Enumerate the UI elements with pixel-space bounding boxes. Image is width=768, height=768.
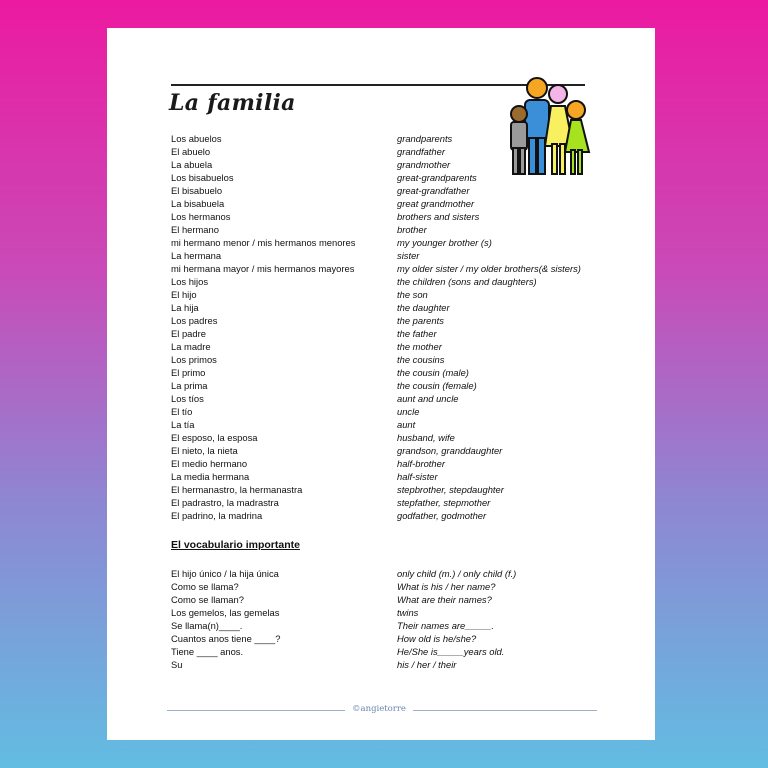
page-title: La familia (169, 90, 296, 116)
english-translation: great grandmother (397, 198, 475, 209)
vocabulary-list (171, 132, 611, 522)
vocab-row (171, 171, 611, 184)
english-translation: grandfather (397, 146, 445, 157)
spanish-term: Tiene ____ anos. (171, 646, 244, 657)
vocab-row (171, 236, 611, 249)
english-translation: my older sister / my older brothers(& sisters) (397, 263, 581, 274)
vocab-row (171, 483, 611, 496)
vocab-row (171, 418, 611, 431)
spanish-term: Como se llaman? (171, 594, 244, 605)
spanish-term: El padre (171, 328, 206, 339)
spanish-term: La media hermana (171, 471, 250, 482)
english-translation: the cousins (397, 354, 445, 365)
spanish-term: El abuelo (171, 146, 211, 157)
english-translation: grandmother (397, 159, 451, 170)
spanish-term: Los hermanos (171, 211, 231, 222)
english-translation: the mother (397, 341, 442, 352)
spanish-term: Los gemelos, las gemelas (171, 607, 280, 618)
spanish-term: El tío (171, 406, 193, 417)
spanish-term: El hijo (171, 289, 197, 300)
spanish-term: Como se llama? (171, 581, 239, 592)
vocab-row (171, 405, 611, 418)
english-translation: He/She is_____years old. (397, 646, 505, 657)
spanish-term: Su (171, 659, 183, 670)
vocab-row (171, 606, 611, 619)
vocab-row (171, 288, 611, 301)
english-translation: What are their names? (397, 594, 492, 605)
spanish-term: Los hijos (171, 276, 209, 287)
vocab-row (171, 301, 611, 314)
vocab-row (171, 470, 611, 483)
english-translation: his / her / their (397, 659, 457, 670)
vocab-row (171, 353, 611, 366)
spanish-term: El medio hermano (171, 458, 248, 469)
vocab-row (171, 145, 611, 158)
spanish-term: Los primos (171, 354, 217, 365)
footer-credit: ©angietorre (352, 704, 406, 714)
english-translation: husband, wife (397, 432, 455, 443)
vocab-row (171, 184, 611, 197)
vocab-row (171, 210, 611, 223)
spanish-term: El bisabuelo (171, 185, 223, 196)
english-translation: the father (397, 328, 437, 339)
vocab-row (171, 457, 611, 470)
english-translation: the son (397, 289, 428, 300)
vocab-row (171, 379, 611, 392)
spanish-term: mi hermana mayor / mis hermanos mayores (171, 263, 355, 274)
english-translation: brother (397, 224, 427, 235)
vocab-row (171, 645, 611, 658)
spanish-term: La hermana (171, 250, 222, 261)
spanish-term: Los padres (171, 315, 218, 326)
vocab-row (171, 314, 611, 327)
spanish-term: Los tíos (171, 393, 204, 404)
english-translation: How old is he/she? (397, 633, 477, 644)
english-translation: godfather, godmother (397, 510, 487, 521)
spanish-term: mi hermano menor / mis hermanos menores (171, 237, 356, 248)
spanish-term: El padrastro, la madrastra (171, 497, 279, 508)
vocab-row (171, 632, 611, 645)
english-translation: grandparents (397, 133, 453, 144)
spanish-term: Se llama(n)____. (171, 620, 243, 631)
vocab-row (171, 567, 611, 580)
vocab-row (171, 340, 611, 353)
important-vocabulary-list (171, 567, 611, 671)
spanish-term: Los abuelos (171, 133, 222, 144)
spanish-term: El esposo, la esposa (171, 432, 258, 443)
vocab-row (171, 275, 611, 288)
english-translation: aunt and uncle (397, 393, 459, 404)
vocab-row (171, 580, 611, 593)
spanish-term: El nieto, la nieta (171, 445, 238, 456)
english-translation: half-brother (397, 458, 445, 469)
spanish-term: La prima (171, 380, 208, 391)
english-translation: aunt (397, 419, 416, 430)
english-translation: stepfather, stepmother (397, 497, 491, 508)
english-translation: brothers and sisters (397, 211, 480, 222)
spanish-term: El primo (171, 367, 206, 378)
vocab-row (171, 132, 611, 145)
vocab-row (171, 496, 611, 509)
vocab-row (171, 593, 611, 606)
english-translation: the daughter (397, 302, 450, 313)
english-translation: only child (m.) / only child (f.) (397, 568, 517, 579)
vocab-row (171, 658, 611, 671)
vocab-row (171, 619, 611, 632)
worksheet-page (107, 28, 655, 740)
english-translation: the cousin (male) (397, 367, 469, 378)
footer-rule-right (413, 710, 597, 711)
english-translation: half-sister (397, 471, 438, 482)
vocab-row (171, 444, 611, 457)
english-translation: stepbrother, stepdaughter (397, 484, 504, 495)
spanish-term: La bisabuela (171, 198, 225, 209)
english-translation: grandson, granddaughter (397, 445, 503, 456)
vocab-row (171, 327, 611, 340)
footer-rule-left (167, 710, 345, 711)
spanish-term: El hermanastro, la hermanastra (171, 484, 303, 495)
english-translation: the children (sons and daughters) (397, 276, 537, 287)
vocab-row (171, 262, 611, 275)
vocab-row (171, 392, 611, 405)
spanish-term: El padrino, la madrina (171, 510, 263, 521)
english-translation: great-grandparents (397, 172, 477, 183)
vocab-row (171, 223, 611, 236)
english-translation: great-grandfather (397, 185, 470, 196)
spanish-term: Los bisabuelos (171, 172, 234, 183)
vocab-row (171, 431, 611, 444)
vocab-row (171, 249, 611, 262)
spanish-term: La abuela (171, 159, 213, 170)
english-translation: uncle (397, 406, 420, 417)
spanish-term: La tía (171, 419, 195, 430)
english-translation: Their names are_____. (397, 620, 494, 631)
english-translation: What is his / her name? (397, 581, 496, 592)
english-translation: the cousin (female) (397, 380, 477, 391)
spanish-term: Cuantos anos tiene ____? (171, 633, 281, 644)
english-translation: the parents (397, 315, 444, 326)
vocab-row (171, 158, 611, 171)
vocab-row (171, 509, 611, 522)
english-translation: my younger brother (s) (397, 237, 492, 248)
spanish-term: La madre (171, 341, 211, 352)
important-vocab-heading: El vocabulario importante (171, 539, 300, 551)
english-translation: twins (397, 607, 419, 618)
spanish-term: La hija (171, 302, 199, 313)
spanish-term: El hijo único / la hija única (171, 568, 279, 579)
vocab-row (171, 366, 611, 379)
vocab-row (171, 197, 611, 210)
spanish-term: El hermano (171, 224, 219, 235)
english-translation: sister (397, 250, 420, 261)
